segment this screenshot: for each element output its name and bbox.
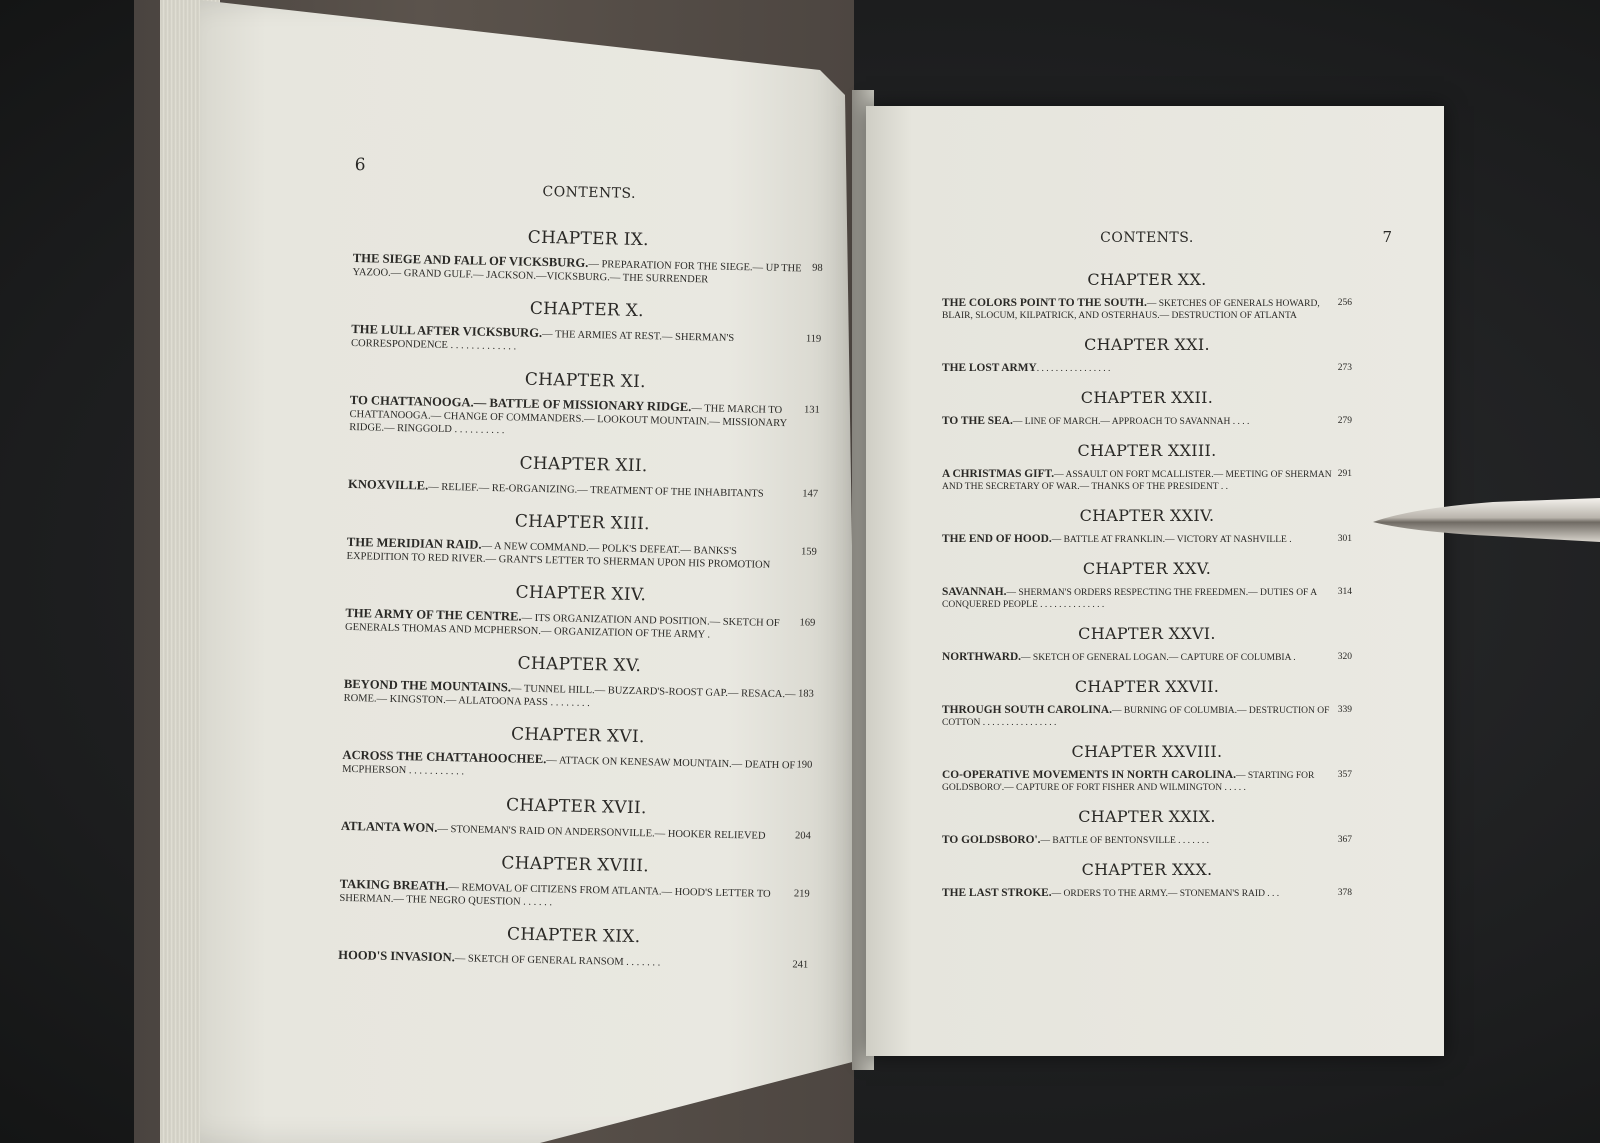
page-reference: 183 <box>797 688 814 700</box>
chapter-heading: CHAPTER XXVIII. <box>1071 742 1223 761</box>
left-chapter-list <box>338 224 823 973</box>
chapter-topics: — THE ARMIES AT REST.— SHERMAN'S CORRESPONDENCE . . . . . . . . . . . . . <box>350 328 735 353</box>
chapter-heading: CHAPTER XXVII. <box>1074 677 1220 696</box>
left-running-head: CONTENTS. <box>542 183 637 202</box>
chapter-heading: CHAPTER XIX. <box>506 924 641 948</box>
chapter-topics: — BURNING OF COLUMBIA.— DESTRUCTION OF COTTON . . . . . . . . . . . . . . . . <box>942 706 1330 728</box>
toc-entry <box>942 624 1352 664</box>
chapter-heading: CHAPTER XXIX. <box>1078 807 1216 826</box>
toc-entry <box>942 677 1352 729</box>
chapter-summary <box>339 878 809 915</box>
chapter-title: THE MERIDIAN RAID. <box>346 534 482 552</box>
chapter-topics: — STONEMAN'S RAID ON ANDERSONVILLE.— HOOKER RELIEVED <box>437 823 766 842</box>
chapter-summary <box>338 949 808 973</box>
chapter-title: TO THE SEA. <box>942 415 1013 427</box>
chapter-summary <box>942 415 1352 428</box>
toc-entry <box>349 366 820 444</box>
chapter-summary <box>942 651 1352 664</box>
chapter-summary <box>343 678 813 715</box>
page-reference: 190 <box>796 759 813 771</box>
chapter-title: CO-OPERATIVE MOVEMENTS IN NORTH CAROLINA. <box>942 769 1236 781</box>
page-reference: 204 <box>794 830 811 842</box>
page-reference: 279 <box>1337 416 1352 426</box>
page-reference: 159 <box>800 546 817 558</box>
left-page-number: 6 <box>354 155 366 176</box>
page-reference: 378 <box>1337 888 1352 898</box>
chapter-title: SAVANNAH. <box>942 586 1007 598</box>
toc-entry <box>352 224 823 289</box>
chapter-heading: CHAPTER X. <box>529 298 645 322</box>
chapter-topics: — THE MARCH TO CHATTANOOGA.— CHANGE OF COMMANDERS.— LOOKOUT MOUNTAIN.— MISSIONARY RIDGE.— RINGGOLD . . . . . . . . . . <box>349 403 787 437</box>
chapter-topics: — A NEW COMMAND.— POLK'S DEFEAT.— BANKS'S EXPEDITION TO RED RIVER.— GRANT'S LETTER TO SHERMAN UPON HIS PROMOTION <box>346 540 771 571</box>
chapter-summary <box>352 252 822 289</box>
page-reference: 147 <box>802 488 819 500</box>
chapter-summary <box>942 769 1352 794</box>
page-reference: 320 <box>1337 652 1352 662</box>
chapter-title: ACROSS THE CHATTAHOOCHEE. <box>342 747 547 767</box>
chapter-heading: CHAPTER XXII. <box>1080 388 1214 407</box>
page-reference: 273 <box>1337 363 1352 373</box>
toc-entry <box>942 441 1352 493</box>
chapter-heading: CHAPTER XVIII. <box>501 853 650 877</box>
chapter-topics: — ASSAULT ON FORT MCALLISTER.— MEETING OF SHERMAN AND THE SECRETARY OF WAR.— THANKS OF THE PRESIDENT . . <box>942 470 1332 492</box>
chapter-topics: — RELIEF.— RE-ORGANIZING.— TREATMENT OF THE INHABITANTS <box>428 481 764 500</box>
chapter-title: HOOD'S INVASION. <box>338 947 456 965</box>
page-reference: 256 <box>1337 298 1352 308</box>
page-reference: 119 <box>805 333 822 345</box>
left-page-text <box>338 155 825 989</box>
toc-entry <box>345 579 816 644</box>
page-reference: 301 <box>1337 534 1352 544</box>
toc-entry <box>343 650 814 715</box>
chapter-title: A CHRISTMAS GIFT. <box>942 468 1055 480</box>
chapter-heading: CHAPTER XXV. <box>1082 559 1212 578</box>
right-page-text <box>942 228 1392 913</box>
chapter-topics: — BATTLE OF BENTONSVILLE . . . . . . . <box>1040 836 1209 846</box>
chapter-title: THE END OF HOOD. <box>942 533 1052 545</box>
chapter-topics: — SKETCHES OF GENERALS HOWARD, BLAIR, SLOCUM, KILPATRICK, AND OSTERHAUS.— DESTRUCTION OF ATLANTA <box>942 299 1320 321</box>
toc-entry <box>942 270 1352 322</box>
page-reference: 241 <box>792 959 809 971</box>
chapter-summary <box>342 749 812 786</box>
chapter-topics: — ORDERS TO THE ARMY.— STONEMAN'S RAID . . . <box>1051 889 1280 899</box>
chapter-topics: — BATTLE AT FRANKLIN.— VICTORY AT NASHVILLE . <box>1051 535 1292 545</box>
toc-entry <box>942 807 1352 847</box>
page-reference: 169 <box>799 617 816 629</box>
chapter-heading: CHAPTER XII. <box>519 453 648 477</box>
toc-entry <box>342 721 813 786</box>
chapter-title: THE LOST ARMY <box>942 362 1037 374</box>
chapter-title: THE ARMY OF THE CENTRE. <box>345 605 522 624</box>
chapter-heading: CHAPTER XVII. <box>505 795 647 819</box>
chapter-topics: — ITS ORGANIZATION AND POSITION.— SKETCH OF GENERALS THOMAS AND MCPHERSON.— ORGANIZATION OF THE ARMY . <box>344 612 780 641</box>
chapter-heading: CHAPTER XIII. <box>514 511 651 535</box>
chapter-topics: — TUNNEL HILL.— BUZZARD'S-ROOST GAP.— RESACA.— ROME.— KINGSTON.— ALLATOONA PASS . . . . . . . . <box>343 683 796 710</box>
chapter-topics: — PREPARATION FOR THE SIEGE.— UP THE YAZOO.— GRAND GULF.— JACKSON.—VICKSBURG.— THE SURRENDER <box>352 258 802 286</box>
toc-entry <box>339 850 810 915</box>
chapter-heading: CHAPTER XXI. <box>1084 335 1210 354</box>
chapter-heading: CHAPTER XVI. <box>510 724 645 748</box>
chapter-summary <box>942 468 1352 493</box>
toc-entry <box>351 295 822 360</box>
chapter-summary <box>345 607 815 644</box>
chapter-title: THE LAST STROKE. <box>942 887 1052 899</box>
chapter-title: BEYOND THE MOUNTAINS. <box>343 676 512 695</box>
chapter-title: NORTHWARD. <box>942 651 1022 663</box>
chapter-summary <box>942 887 1352 900</box>
toc-entry <box>942 559 1352 611</box>
chapter-summary <box>942 533 1352 546</box>
chapter-title: THROUGH SOUTH CAROLINA. <box>942 704 1112 716</box>
chapter-topics: — LINE OF MARCH.— APPROACH TO SAVANNAH . . . . <box>1012 417 1250 427</box>
toc-entry <box>346 508 817 573</box>
chapter-summary <box>942 586 1352 611</box>
chapter-heading: CHAPTER XV. <box>517 653 642 677</box>
chapter-heading: CHAPTER XI. <box>524 369 647 393</box>
page-reference: 339 <box>1337 705 1352 715</box>
chapter-summary <box>351 323 821 360</box>
right-page-number: 7 <box>1382 228 1392 246</box>
toc-entry <box>348 450 819 502</box>
chapter-summary <box>942 834 1352 847</box>
toc-entry <box>942 506 1352 546</box>
chapter-title: ATLANTA WON. <box>340 818 438 835</box>
toc-entry <box>942 335 1352 375</box>
chapter-topics: . . . . . . . . . . . . . . . . <box>1036 364 1111 374</box>
chapter-summary <box>348 478 818 502</box>
right-chapter-list <box>942 270 1352 900</box>
toc-entry <box>341 792 812 844</box>
page-reference: 219 <box>793 888 810 900</box>
page-reference: 291 <box>1337 469 1352 479</box>
chapter-title: TO CHATTANOOGA.— BATTLE OF MISSIONARY RIDGE. <box>349 392 692 415</box>
chapter-topics: — SKETCH OF GENERAL RANSOM . . . . . . . <box>454 953 661 969</box>
chapter-title: TO GOLDSBORO'. <box>942 834 1041 846</box>
chapter-title: THE COLORS POINT TO THE SOUTH. <box>942 297 1147 309</box>
chapter-summary <box>942 297 1352 322</box>
chapter-heading: CHAPTER XX. <box>1087 270 1207 289</box>
chapter-summary <box>942 362 1352 375</box>
chapter-topics: — REMOVAL OF CITIZENS FROM ATLANTA.— HOOD'S LETTER TO SHERMAN.— THE NEGRO QUESTION . . . . . . <box>339 882 771 909</box>
page-reference: 357 <box>1337 770 1352 780</box>
chapter-topics: — STARTING FOR GOLDSBORO'.— CAPTURE OF FORT FISHER AND WILMINGTON . . . . . <box>942 771 1315 793</box>
chapter-title: THE SIEGE AND FALL OF VICKSBURG. <box>352 250 589 270</box>
toc-entry <box>942 860 1352 900</box>
page-reference: 367 <box>1337 835 1352 845</box>
letter-opener <box>1373 490 1600 550</box>
right-running-head: CONTENTS. <box>1100 230 1194 246</box>
chapter-topics: — ATTACK ON KENESAW MOUNTAIN.— DEATH OF MCPHERSON . . . . . . . . . . . <box>342 755 796 778</box>
chapter-summary <box>346 536 816 573</box>
page-reference: 98 <box>812 262 823 274</box>
chapter-heading: CHAPTER XXX. <box>1081 860 1213 879</box>
chapter-summary <box>349 394 820 444</box>
chapter-title: THE LULL AFTER VICKSBURG. <box>351 321 543 340</box>
chapter-topics: — SKETCH OF GENERAL LOGAN.— CAPTURE OF COLUMBIA . <box>1021 653 1296 663</box>
page-reference: 131 <box>803 404 820 416</box>
chapter-heading: CHAPTER XXVI. <box>1078 624 1216 643</box>
chapter-topics: — SHERMAN'S ORDERS RESPECTING THE FREEDMEN.— DUTIES OF A CONQUERED PEOPLE . . . . . . . . . . . . . . <box>942 588 1317 610</box>
toc-entry <box>942 742 1352 794</box>
page-reference: 314 <box>1337 587 1352 597</box>
chapter-summary <box>942 704 1352 729</box>
chapter-heading: CHAPTER XXIII. <box>1077 441 1217 460</box>
toc-entry <box>942 388 1352 428</box>
chapter-heading: CHAPTER IX. <box>527 227 650 251</box>
toc-entry <box>338 921 809 973</box>
chapter-heading: CHAPTER XIV. <box>515 582 647 606</box>
chapter-summary <box>341 820 811 844</box>
chapter-title: TAKING BREATH. <box>339 876 449 894</box>
chapter-heading: CHAPTER XXIV. <box>1079 506 1215 525</box>
chapter-title: KNOXVILLE. <box>347 476 429 493</box>
